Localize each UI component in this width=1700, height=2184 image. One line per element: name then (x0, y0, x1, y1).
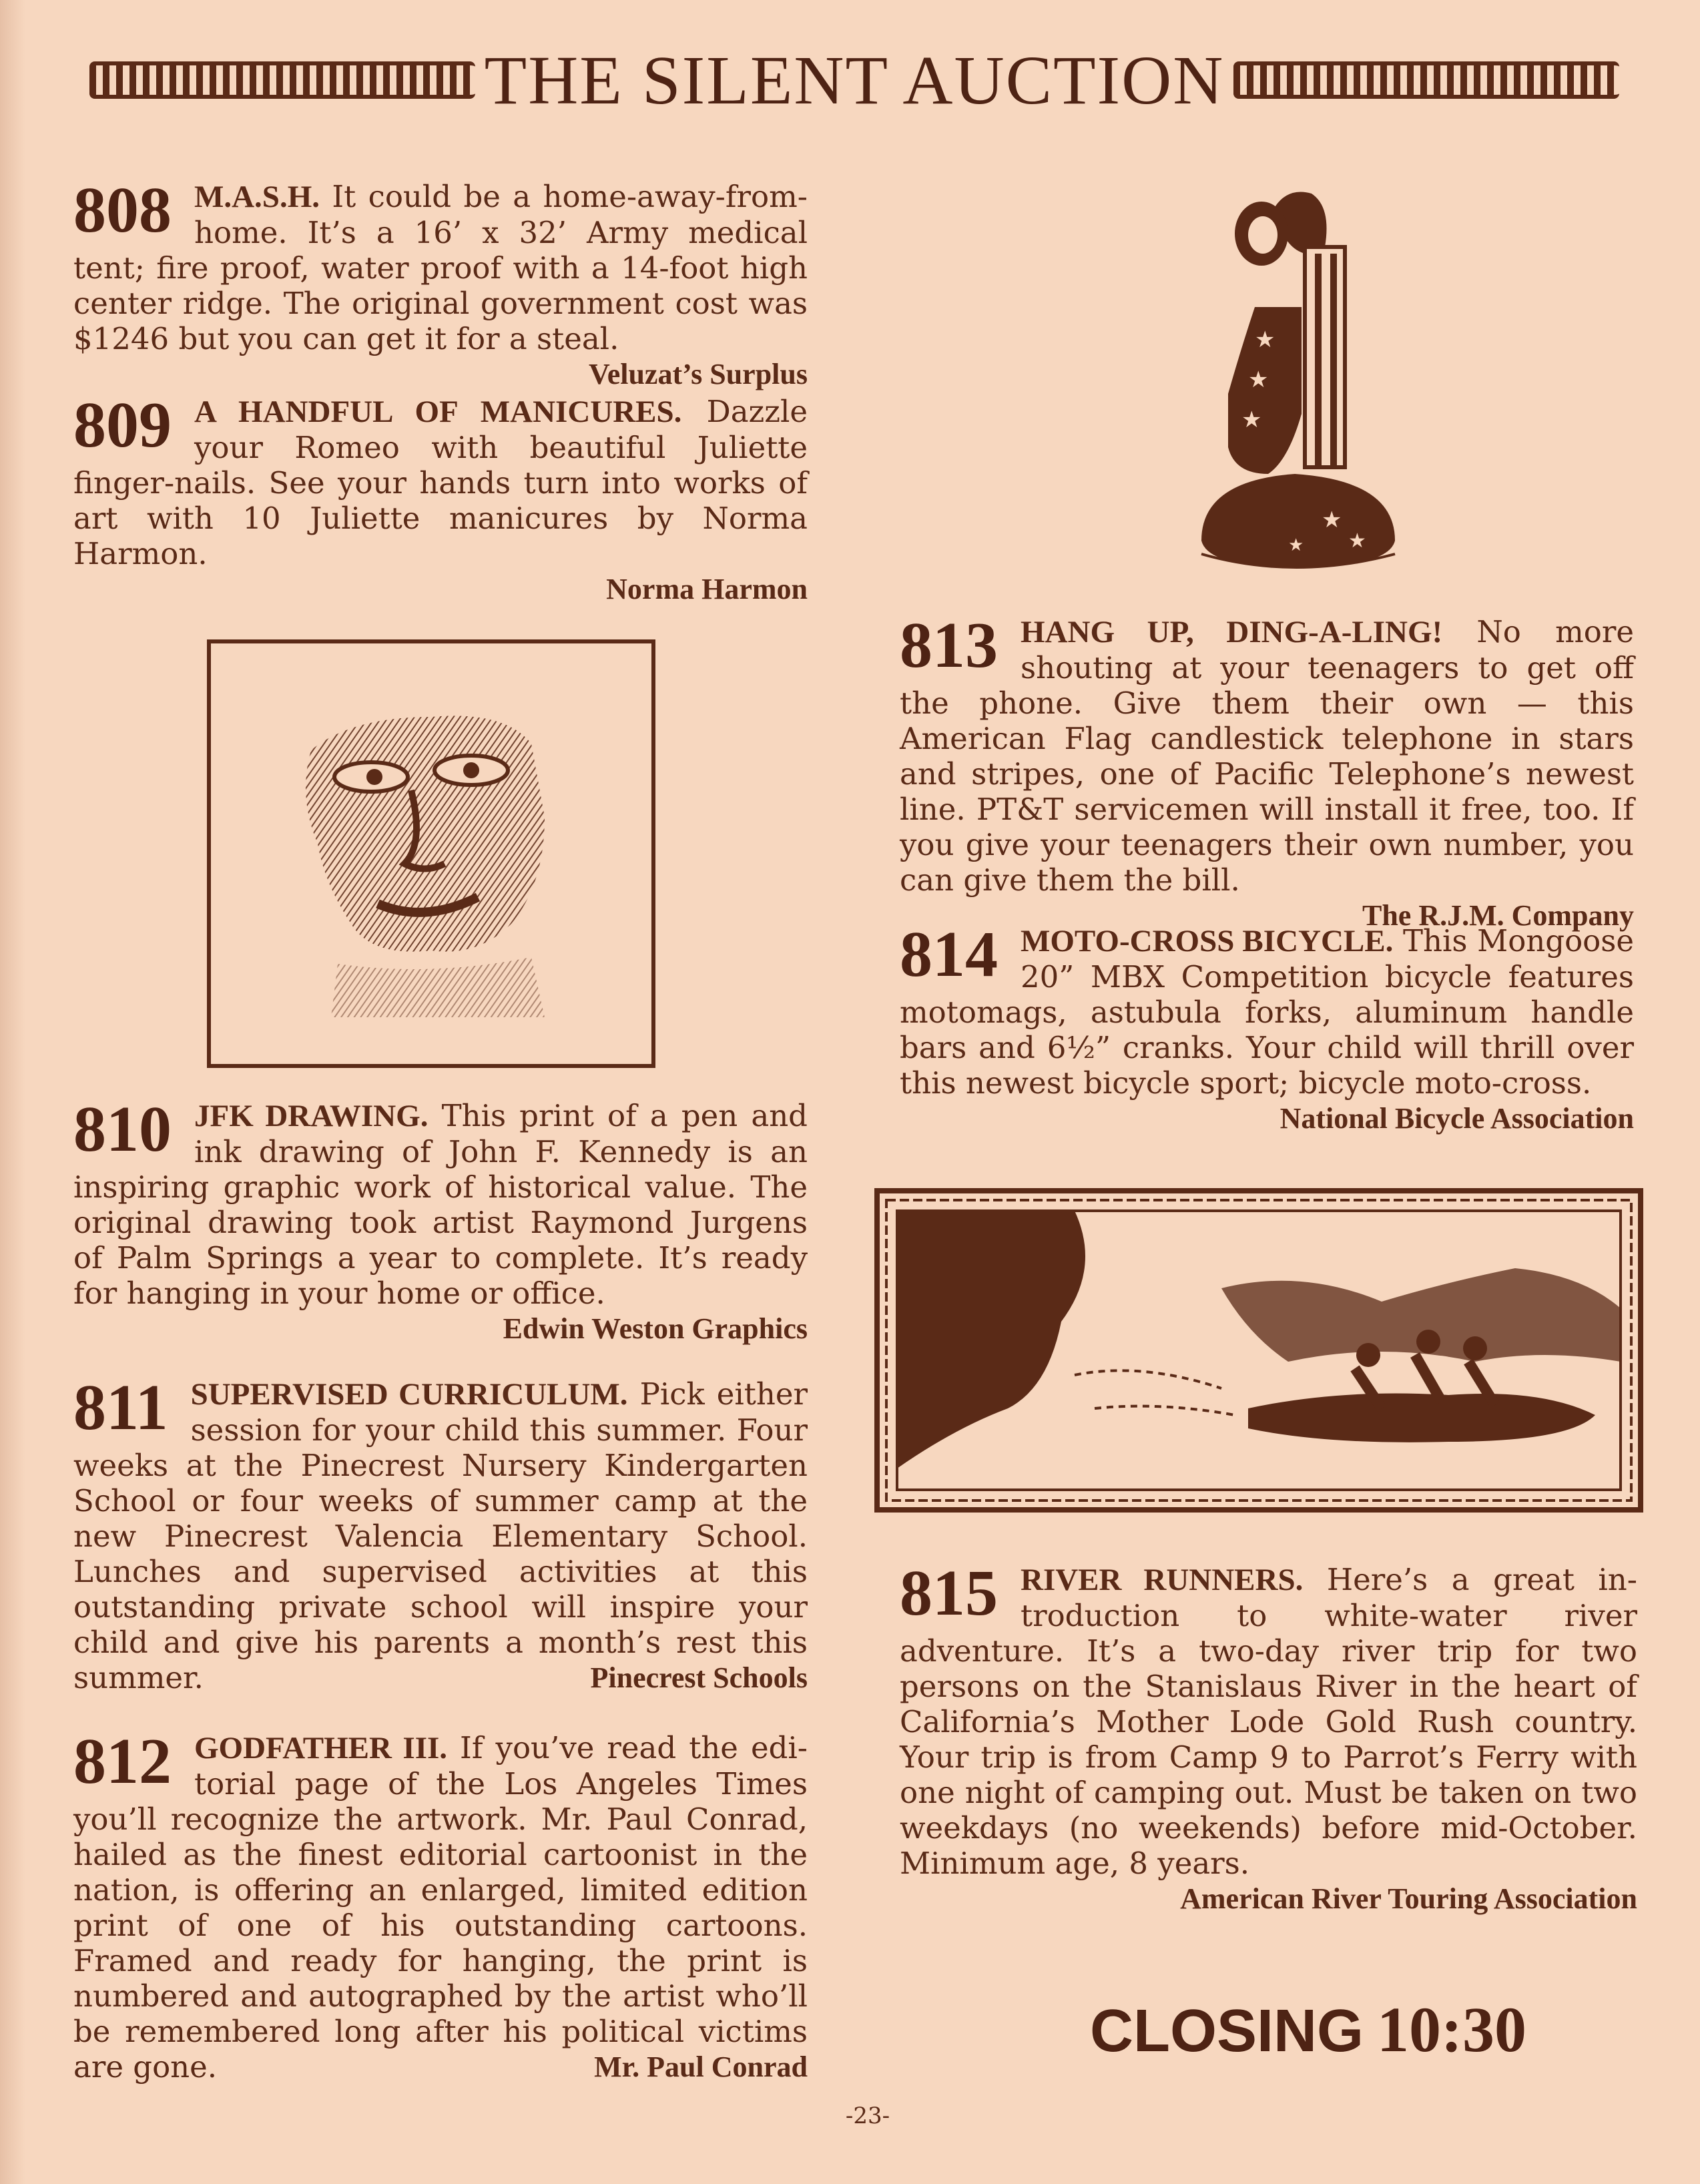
item-title: A HANDFUL OF MANICURES. (194, 394, 682, 429)
item-number: 812 (73, 1725, 172, 1798)
auction-item-815 (900, 1557, 1637, 1916)
jfk-portrait-illustration (211, 643, 651, 1064)
auction-item-813 (900, 609, 1634, 933)
svg-text:★: ★ (1288, 535, 1304, 555)
auction-item-810 (73, 1093, 808, 1346)
item-title: M.A.S.H. (194, 180, 320, 214)
svg-text:★: ★ (1255, 326, 1276, 353)
svg-text:★: ★ (1248, 366, 1269, 393)
auction-item-812 (73, 1725, 808, 2085)
item-donor: Veluzat’s Surplus (588, 358, 808, 390)
item-description: This Mongoose 20” MBX Competition bicycle features motomags, astubula forks, aluminum handle bars and 6½” cranks. Your child will thrill over this newest bicycle sport; bicycle moto-cross. (900, 923, 1634, 1101)
item-donor: Edwin Weston Graphics (503, 1312, 808, 1345)
item-donor: Pinecrest Schools (590, 1661, 808, 1694)
binding-shadow (0, 0, 25, 2184)
item-description: Dazzle your Romeo with beautiful Juliette finger-nails. See your hands turn into works of art with 10 Juliette manicures by Norma Harmon. (73, 394, 808, 571)
item-number: 809 (73, 389, 172, 461)
item-donor: Norma Harmon (606, 573, 808, 605)
closing-time-banner (1055, 1992, 1562, 2067)
item-description: This print of a pen and ink drawing of John F. Kennedy is an inspiring graphic work of historical value. The original drawing took artist Raymond Jurgens of Palm Springs a year to complete. It’s ready for hanging in your home or office. (73, 1098, 808, 1311)
item-title: JFK DRAWING. (194, 1099, 429, 1133)
item-donor: The R.J.M. Company (1362, 899, 1634, 932)
closing-time: 10:30 (1377, 1994, 1526, 2065)
item-number: 815 (900, 1557, 998, 1629)
jfk-drawing-frame (207, 639, 655, 1068)
item-donor: Mr. Paul Conrad (594, 2051, 808, 2083)
item-number: 811 (73, 1372, 168, 1444)
candlestick-telephone-illustration (1188, 180, 1408, 581)
ornament-left (89, 61, 475, 99)
item-number: 813 (900, 609, 998, 681)
masthead (80, 40, 1629, 120)
item-description: No more shouting at your teenagers to get off the phone. Give them their own — this American Flag candlestick telephone in stars and stripes, one of Pacific Telephone’s newest line. PT&T servicemen will install it free, too. If you give your teenagers their own number, you can give them the bill. (900, 614, 1634, 898)
item-title: MOTO-CROSS BICYCLE. (1021, 924, 1394, 959)
page-number: -23- (845, 2103, 890, 2129)
ornament-right (1233, 61, 1619, 99)
closing-label: CLOSING (1090, 1998, 1364, 2065)
auction-item-814 (900, 918, 1634, 1136)
item-title: RIVER RUNNERS. (1021, 1563, 1304, 1597)
item-donor: American River Touring Association (1180, 1882, 1637, 1915)
item-title: SUPERVISED CURRICULUM. (190, 1377, 628, 1412)
svg-text:★: ★ (1348, 529, 1366, 553)
item-number: 814 (900, 918, 998, 991)
item-title: HANG UP, DING-A-LING! (1021, 615, 1443, 649)
river-rafting-illustration (874, 1188, 1643, 1513)
item-title: GODFATHER III. (194, 1731, 448, 1765)
item-donor: National Bicycle Association (1280, 1102, 1634, 1135)
item-number: 808 (73, 174, 172, 246)
auction-item-811 (73, 1372, 808, 1695)
item-description: It could be a home-away-from-home. It’s a 16’ x 32’ Army medical tent; fire proof, water proof with a 14-foot high center ridge. The original government cost was $1246 but you can get it for a steal. (73, 179, 808, 356)
item-number: 810 (73, 1093, 172, 1165)
auction-item-808 (73, 174, 808, 392)
item-description: Here’s a great in-troduction to white-water river adventure. It’s a two-day river trip for two persons on the Stanislaus River in the heart of California’s Mother Lode Gold Rush country. Your trip is from Camp 9 to Parrot’s Ferry with one night of camping out. Must be taken on two weekdays (no weekends) before mid-October. Minimum age, 8 years. (900, 1562, 1637, 1881)
svg-text:★: ★ (1241, 406, 1262, 433)
item-description: Pick either session for your child this summer. Four weeks at the Pinecrest Nursery Kindergarten School or four weeks of summer camp at the new Pinecrest Valencia Elementary School. Lunches and supervised activities at this outstanding private school will inspire your child and give his parents a month’s rest this summer. (73, 1376, 808, 1695)
item-description: If you’ve read the edi-torial page of the Los Angeles Times you’ll recognize the artwork. Mr. Paul Conrad, hailed as the finest editorial cartoonist in the nation, is offering an enlarged, limited edition print of one of his outstanding cartoons. Framed and ready for hanging, the print is numbered and autographed by the artist who’ll be remembered long after his political victims are gone. (73, 1730, 808, 2085)
page-title: THE SILENT AUCTION (484, 41, 1225, 119)
auction-item-809 (73, 389, 808, 607)
svg-text:★: ★ (1322, 507, 1342, 533)
